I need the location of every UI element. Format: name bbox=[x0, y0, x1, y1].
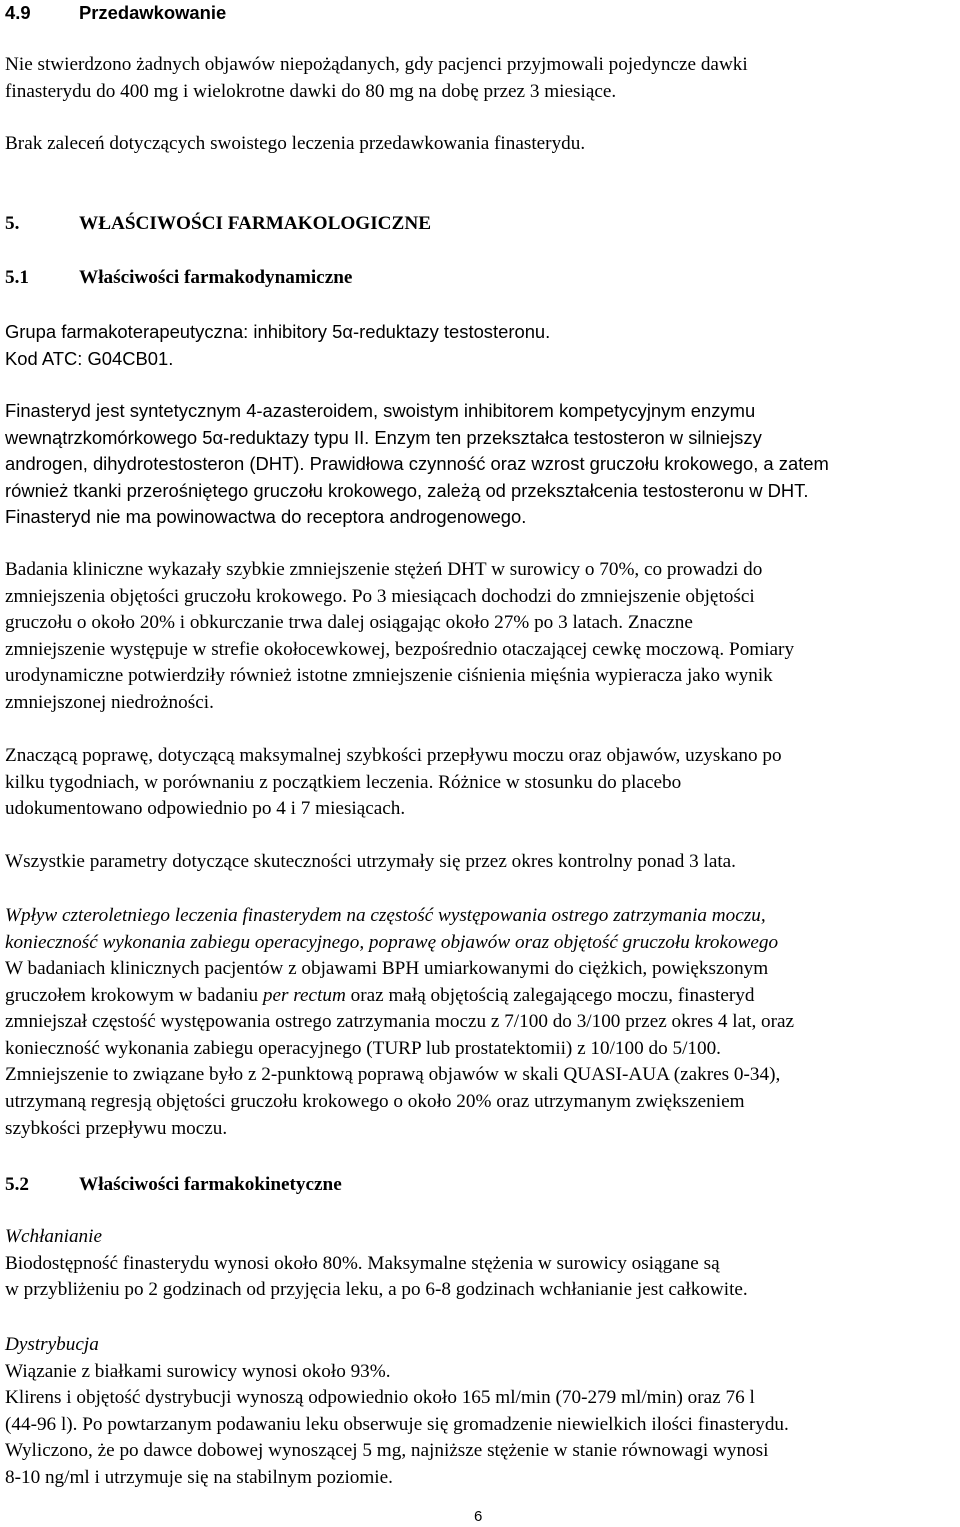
text-line: konieczność wykonania zabiegu operacyjnego, poprawę objawów oraz objętość gruczołu krokowego bbox=[5, 931, 779, 953]
text-line: zmniejszenia objętości gruczołu krokowego. Po 3 miesiącach dochodzi do zmniejszenie objętości bbox=[5, 585, 755, 607]
section-5-2-heading bbox=[5, 1172, 957, 1199]
text-line: Finasteryd jest syntetycznym 4-azasteroidem, swoistym inhibitorem kompetycyjnym enzymu bbox=[5, 400, 756, 421]
section-title: WŁAŚCIWOŚCI FARMAKOLOGICZNE bbox=[79, 213, 431, 234]
text-line: Klirens i objętość dystrybucji wynoszą odpowiednio około 165 ml/min (70-279 ml/min) oraz 76 l bbox=[5, 1387, 755, 1409]
italic-term: per rectum bbox=[262, 984, 346, 1006]
distribution-heading: Dystrybucja bbox=[5, 1334, 99, 1355]
absorption-heading: Wchłanianie bbox=[5, 1226, 102, 1247]
text-line: zmniejszenie występuje w strefie okołocewkowej, bezpośrednio otaczającej cewkę moczową. Pomiary bbox=[5, 638, 795, 660]
section-title: Przedawkowanie bbox=[79, 2, 227, 23]
text-line: androgen, dihydrotestosteron (DHT). Prawidłowa czynność oraz wzrost gruczołu krokowego, a zatem bbox=[5, 453, 829, 475]
text-line: udokumentowano odpowiednio po 4 i 7 miesiącach. bbox=[5, 798, 406, 820]
text-line: Nie stwierdzono żadnych objawów niepożądanych, gdy pacjenci przyjmowali pojedyncze dawki bbox=[5, 54, 748, 75]
text-line: konieczność wykonania zabiegu operacyjnego (TURP lub prostatektomii) z 10/100 do 5/100. bbox=[5, 1037, 721, 1059]
text-line: Znaczącą poprawę, dotyczącą maksymalnej szybkości przepływu moczu oraz objawów, uzyskano po bbox=[5, 745, 782, 766]
text-line: również tkanki przerośniętego gruczołu krokowego, zależą od przekształcenia testosteronu w DHT. bbox=[5, 479, 809, 501]
text-line: Brak zaleceń dotyczących swoistego leczenia przedawkowania finasterydu. bbox=[5, 133, 586, 154]
section-5-heading bbox=[5, 211, 957, 238]
page-number: 6 bbox=[474, 1508, 483, 1525]
text-line: zmniejszonej niedrożności. bbox=[5, 691, 214, 713]
text-line: Kod ATC: G04CB01. bbox=[5, 347, 174, 369]
mechanism-paragraph bbox=[5, 398, 957, 531]
clinical-studies-paragraph bbox=[5, 557, 957, 717]
text-line: 8-10 ng/ml i utrzymuje się na stabilnym poziomie. bbox=[5, 1466, 393, 1488]
text-line: (44-96 l). Po powtarzanym podawaniu leku obserwuje się gromadzenie niewielkich ilości finasterydu. bbox=[5, 1413, 789, 1435]
section-4-9-heading bbox=[5, 0, 957, 28]
text-line: Grupa farmakoterapeutyczna: inhibitory 5α-reduktazy testosteronu. bbox=[5, 321, 551, 342]
section-5-1-heading bbox=[5, 265, 957, 292]
maintained-efficacy-paragraph bbox=[5, 849, 957, 876]
section-number: 4.9 bbox=[5, 2, 31, 23]
section-title: Właściwości farmakokinetyczne bbox=[79, 1174, 342, 1195]
text-line: wewnątrzkomórkowego 5α-reduktazy typu II. Enzym ten przekształca testosteron w silniejszy bbox=[5, 426, 762, 448]
text-line: Finasteryd nie ma powinowactwa do receptora androgenowego. bbox=[5, 506, 527, 528]
section-number: 5.1 bbox=[5, 267, 29, 288]
italic-subheading bbox=[5, 903, 957, 956]
absorption-block bbox=[5, 1224, 957, 1304]
text-line: gruczołu o około 20% i obkurczanie trwa dalej osiągając około 27% po 3 latach. Znaczne bbox=[5, 612, 693, 634]
study-paragraph bbox=[5, 956, 957, 1142]
text-line: Biodostępność finasterydu wynosi około 80%. Maksymalne stężenia w surowicy osiągane są bbox=[5, 1252, 720, 1274]
text-segment: oraz małą objętością zalegającego moczu, finasteryd bbox=[345, 984, 755, 1006]
pharmacotherapeutic-group bbox=[5, 319, 957, 372]
overdose-treatment-paragraph bbox=[5, 131, 957, 158]
text-line: Wszystkie parametry dotyczące skuteczności utrzymały się przez okres kontrolny ponad 3 lata. bbox=[5, 851, 736, 872]
text-line: szybkości przepływu moczu. bbox=[5, 1117, 228, 1139]
text-line: finasterydu do 400 mg i wielokrotne dawki do 80 mg na dobę przez 3 miesiące. bbox=[5, 80, 617, 102]
text-line: kilku tygodniach, w porównaniu z początkiem leczenia. Różnice w stosunku do placebo bbox=[5, 771, 682, 793]
text-line: Wyliczono, że po dawce dobowej wynoszącej 5 mg, najniższe stężenie w stanie równowagi wynosi bbox=[5, 1440, 769, 1462]
text-line: utrzymaną regresją objętości gruczołu krokowego o około 20% oraz utrzymanym zwiększeniem bbox=[5, 1090, 745, 1112]
text-line: Wpływ czteroletniego leczenia finasterydem na częstość występowania ostrego zatrzymania moczu, bbox=[5, 905, 766, 926]
text-line: zmniejszał częstość występowania ostrego zatrzymania moczu z 7/100 do 3/100 przez okres 4 lat, oraz bbox=[5, 1011, 795, 1033]
section-number: 5. bbox=[5, 213, 20, 234]
text-line: Wiązanie z białkami surowicy wynosi około 93%. bbox=[5, 1360, 391, 1382]
text-line: Badania kliniczne wykazały szybkie zmniejszenie stężeń DHT w surowicy o 70%, co prowadzi do bbox=[5, 559, 763, 580]
section-title: Właściwości farmakodynamiczne bbox=[79, 267, 353, 288]
text-segment: gruczołem krokowym w badaniu bbox=[5, 984, 263, 1006]
overdose-paragraph bbox=[5, 52, 957, 105]
text-line bbox=[5, 983, 957, 1010]
text-line: w przybliżeniu po 2 godzinach od przyjęcia leku, a po 6-8 godzinach wchłanianie jest całkowite. bbox=[5, 1279, 748, 1301]
distribution-block bbox=[5, 1332, 957, 1492]
text-line: W badaniach klinicznych pacjentów z objawami BPH umiarkowanymi do ciężkich, powiększonym bbox=[5, 958, 769, 979]
text-line: urodynamiczne potwierdziły również istotne zmniejszenie ciśnienia mięśnia wypieracza jako wynik bbox=[5, 665, 773, 687]
text-line: Zmniejszenie to związane było z 2-punktową poprawą objawów w skali QUASI-AUA (zakres 0-34), bbox=[5, 1064, 781, 1086]
section-number: 5.2 bbox=[5, 1174, 29, 1195]
improvement-paragraph bbox=[5, 743, 957, 823]
